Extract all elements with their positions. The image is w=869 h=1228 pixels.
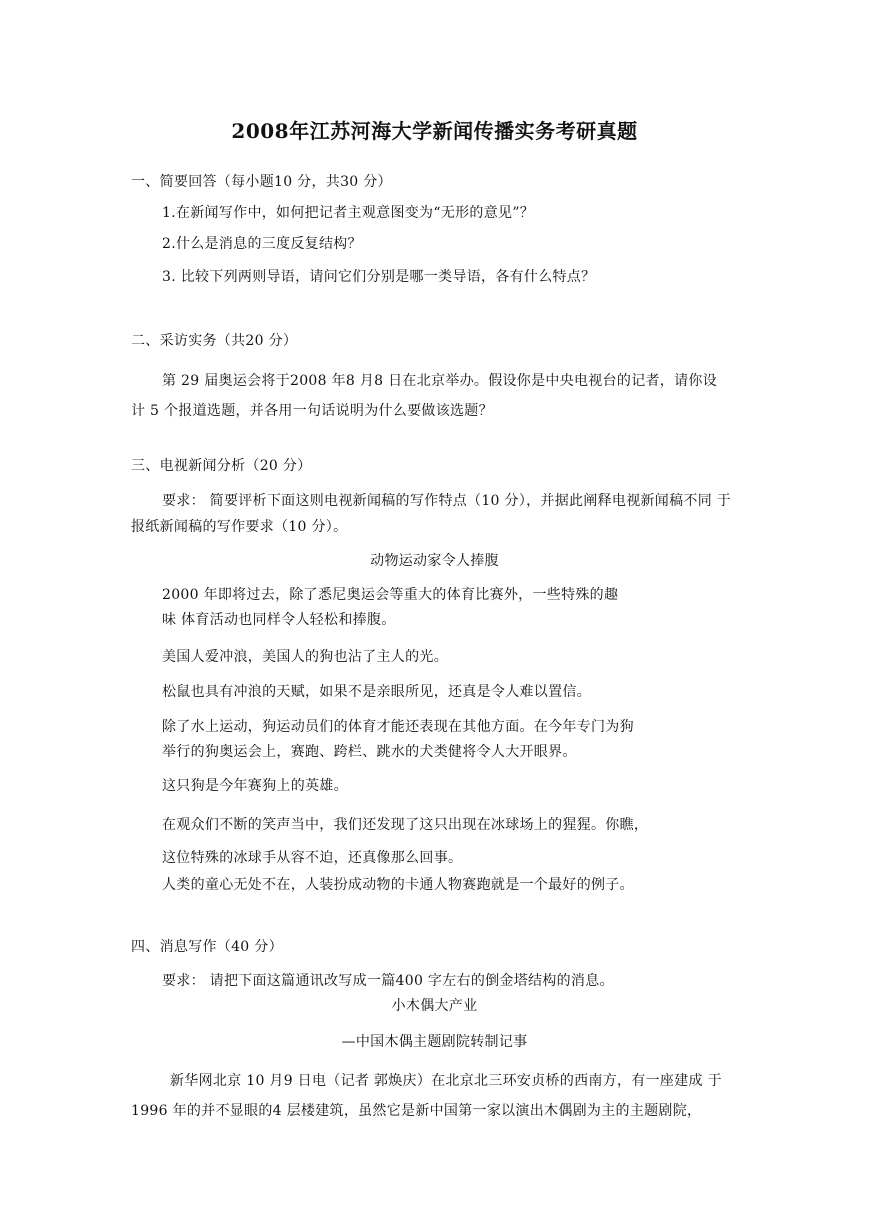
- section-3-article-title: 动物运动家令人捧腹: [370, 553, 499, 569]
- section-4-article-subtitle: —中国木偶主题剧院转制记事: [341, 1034, 528, 1050]
- section-4-requirement: 要求： 请把下面这篇通讯改写成一篇400 字左右的倒金塔结构的消息。: [162, 973, 614, 989]
- article-line: 举行的狗奥运会上，赛跑、跨栏、跳水的犬类健将令人大开眼界。: [162, 744, 577, 760]
- section-4-paragraph-line-2: 1996 年的并不显眼的4 层楼建筑，虽然它是新中国第一家以演出木偶剧为主的主题剧院，: [131, 1103, 702, 1119]
- article-line: 人类的童心无处不在，人装扮成动物的卡通人物赛跑就是一个最好的例子。: [162, 877, 634, 893]
- article-line: 松鼠也具有冲浪的天赋，如果不是亲眼所见，还真是令人难以置信。: [162, 684, 591, 700]
- article-line: 这只狗是今年赛狗上的英雄。: [162, 778, 348, 794]
- section-4-heading: 四、消息写作（40 分）: [131, 939, 283, 955]
- article-line: 除了水上运动，狗运动员们的体育才能还表现在其他方面。在今年专门为狗: [162, 719, 634, 735]
- section-1-heading: 一、简要回答（每小题10 分，共30 分）: [131, 174, 392, 190]
- article-line: 在观众们不断的笑声当中，我们还发现了这只出现在冰球场上的猩猩。你瞧，: [162, 817, 649, 833]
- section-4-article-title: 小木偶大产业: [391, 998, 478, 1014]
- article-line: 味 体育活动也同样令人轻松和捧腹。: [162, 612, 396, 628]
- article-line: 2000 年即将过去，除了悉尼奥运会等重大的体育比赛外，一些特殊的趣: [162, 587, 619, 603]
- page-title: 2008年江苏河海大学新闻传播实务考研真题: [231, 119, 638, 143]
- section-2-paragraph-line-1: 第 29 届奥运会将于2008 年8 月8 日在北京举办。假设你是中央电视台的记者，请你设: [162, 373, 718, 389]
- article-line: 这位特殊的冰球手从容不迫，还真像那么回事。: [162, 850, 463, 866]
- section-1-item-2: 2.什么是消息的三度反复结构？: [162, 236, 362, 252]
- section-3-requirement-line-2: 报纸新闻稿的写作要求（10 分）。: [131, 519, 348, 535]
- section-1-item-1: 1.在新闻写作中，如何把记者主观意图变为“无形的意见”？: [162, 205, 535, 221]
- section-3-heading: 三、电视新闻分析（20 分）: [131, 458, 312, 474]
- section-4-paragraph-line-1: 新华网北京 10 月9 日电（记者 郭焕庆）在北京北三环安贞桥的西南方，有一座建成 于: [170, 1073, 722, 1089]
- article-line: 美国人爱冲浪，美国人的狗也沾了主人的光。: [162, 649, 448, 665]
- section-1-item-3: 3. 比较下列两则导语，请问它们分别是哪一类导语，各有什么特点？: [162, 269, 596, 285]
- section-3-requirement-line-1: 要求： 简要评析下面这则电视新闻稿的写作特点（10 分），并据此阐释电视新闻稿不同 于: [162, 493, 732, 509]
- section-2-heading: 二、采访实务（共20 分）: [131, 333, 298, 349]
- section-2-paragraph-line-2: 计 5 个报道选题，并各用一句话说明为什么要做该选题？: [131, 403, 493, 419]
